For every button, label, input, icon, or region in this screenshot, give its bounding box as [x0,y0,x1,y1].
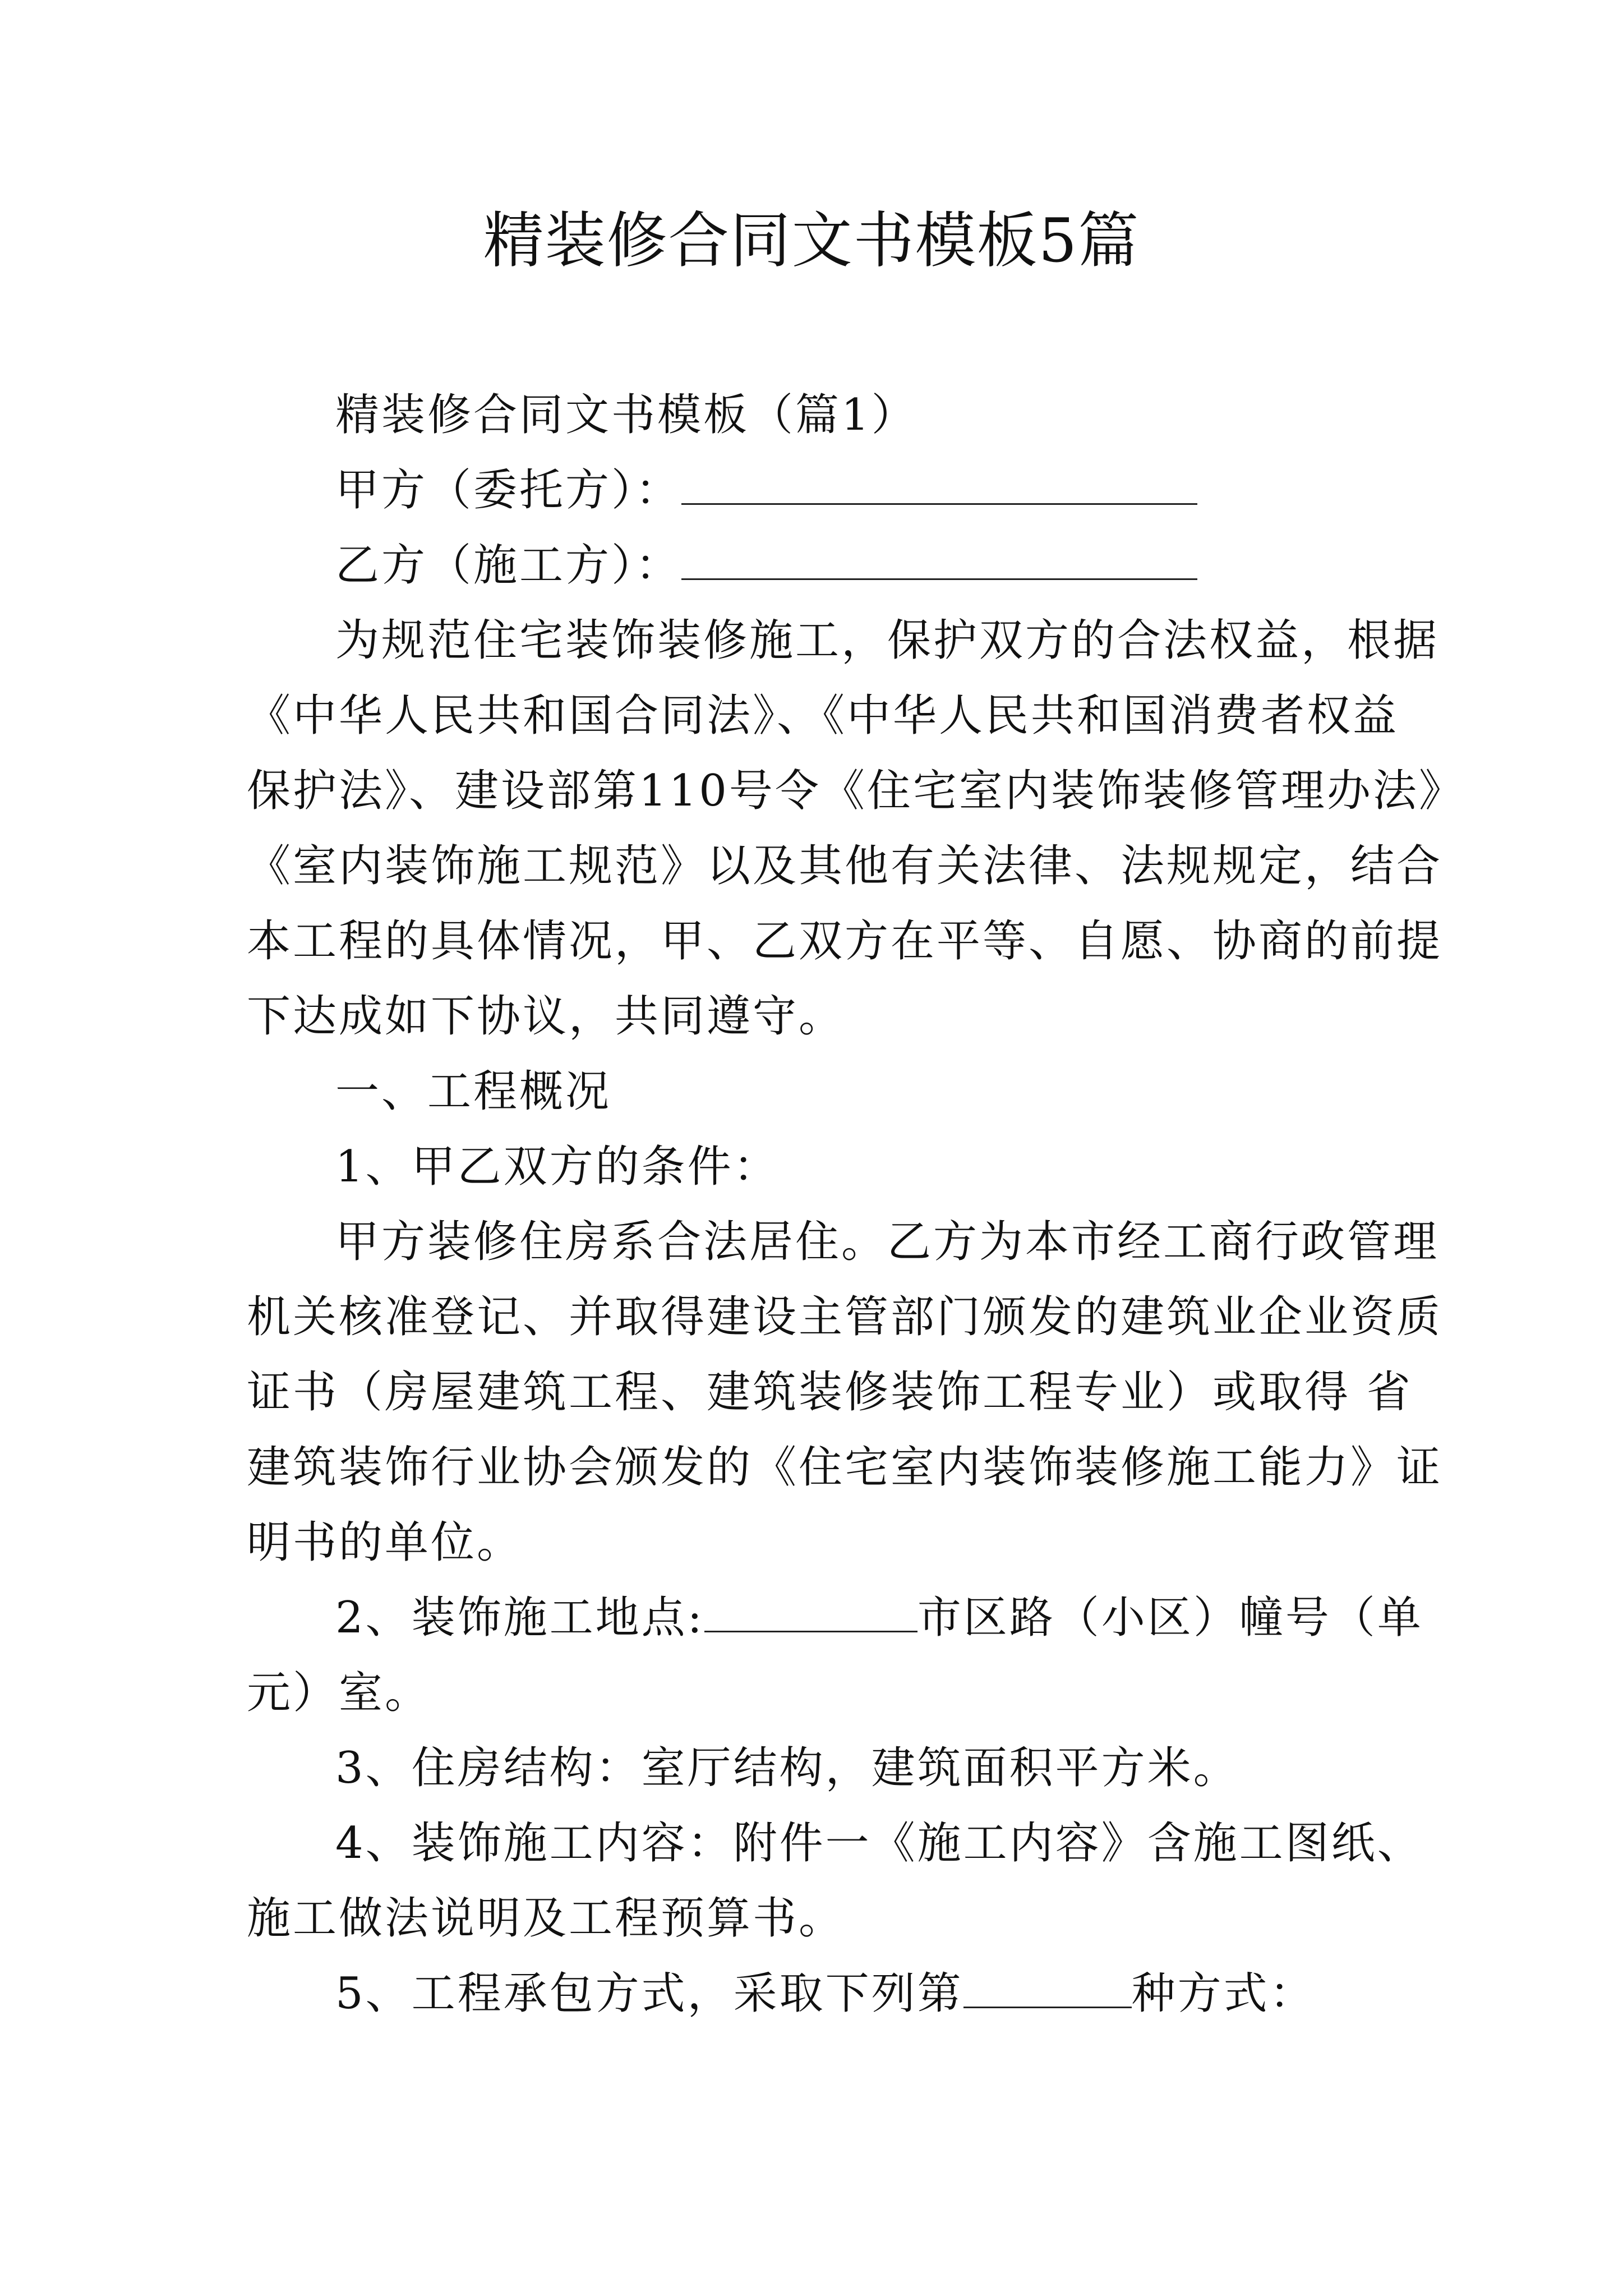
item5-prefix: 5、工程承包方式，采取下列第 [335,1968,963,2019]
party-a-line [335,459,1197,521]
item4-continuation: 施工做法说明及工程预算书。 [247,1893,845,1944]
document-title: 精装修合同文书模板5篇 [483,206,1140,276]
item1-body-line: 甲方装修住房系合法居住。乙方为本市经工商行政管理 [335,1217,1440,1267]
section-heading: 一、工程概况 [335,1066,612,1117]
party-b-line [335,535,1197,596]
intro-line: 本工程的具体情况，甲、乙双方在平等、自愿、协商的前提 [247,916,1443,967]
item2-suffix: 市区路（小区）幢号（单 [917,1593,1423,1643]
item2-continuation: 元）室。 [247,1668,431,1718]
party-a-label: 甲方（委托方）： [335,465,682,516]
intro-line: 下达成如下协议，共同遵守。 [247,991,845,1042]
party-b-label: 乙方（施工方）： [335,540,682,591]
method-blank [963,1967,1132,2008]
party-b-blank [681,539,1197,580]
contract-subtitle: 精装修合同文书模板（篇1） [335,390,917,440]
item4-line: 4、装饰施工内容：附件一《施工内容》含施工图纸、 [335,1818,1423,1869]
intro-line: 为规范住宅装饰装修施工，保护双方的合法权益，根据 [335,615,1440,666]
intro-line: 保护法》、建设部第110号令《住宅室内装饰装修管理办法》 [247,766,1465,816]
item1-body-line: 证书（房屋建筑工程、建筑装修装饰工程专业）或取得 省 [247,1367,1413,1418]
item2-prefix: 2、装饰施工地点: [335,1593,704,1643]
item-heading: 1、甲乙双方的条件： [335,1142,780,1192]
item1-body-line: 建筑装饰行业协会颁发的《住宅室内装饰装修施工能力》证 [247,1442,1443,1493]
intro-line: 《室内装饰施工规范》以及其他有关法律、法规规定，结合 [247,841,1443,891]
item2-line [335,1587,1423,1649]
item1-body-line: 明书的单位。 [247,1517,523,1568]
item1-body-line: 机关核准登记、并取得建设主管部门颁发的建筑业企业资质 [247,1292,1443,1342]
location-blank [704,1591,917,1632]
item5-line [335,1963,1316,2024]
item3-line: 3、住房结构：室厅结构，建筑面积平方米。 [335,1743,1239,1793]
intro-line: 《中华人民共和国合同法》、《中华人民共和国消费者权益 [247,691,1399,741]
party-a-blank [681,464,1197,505]
item5-suffix: 种方式： [1131,1968,1316,2019]
